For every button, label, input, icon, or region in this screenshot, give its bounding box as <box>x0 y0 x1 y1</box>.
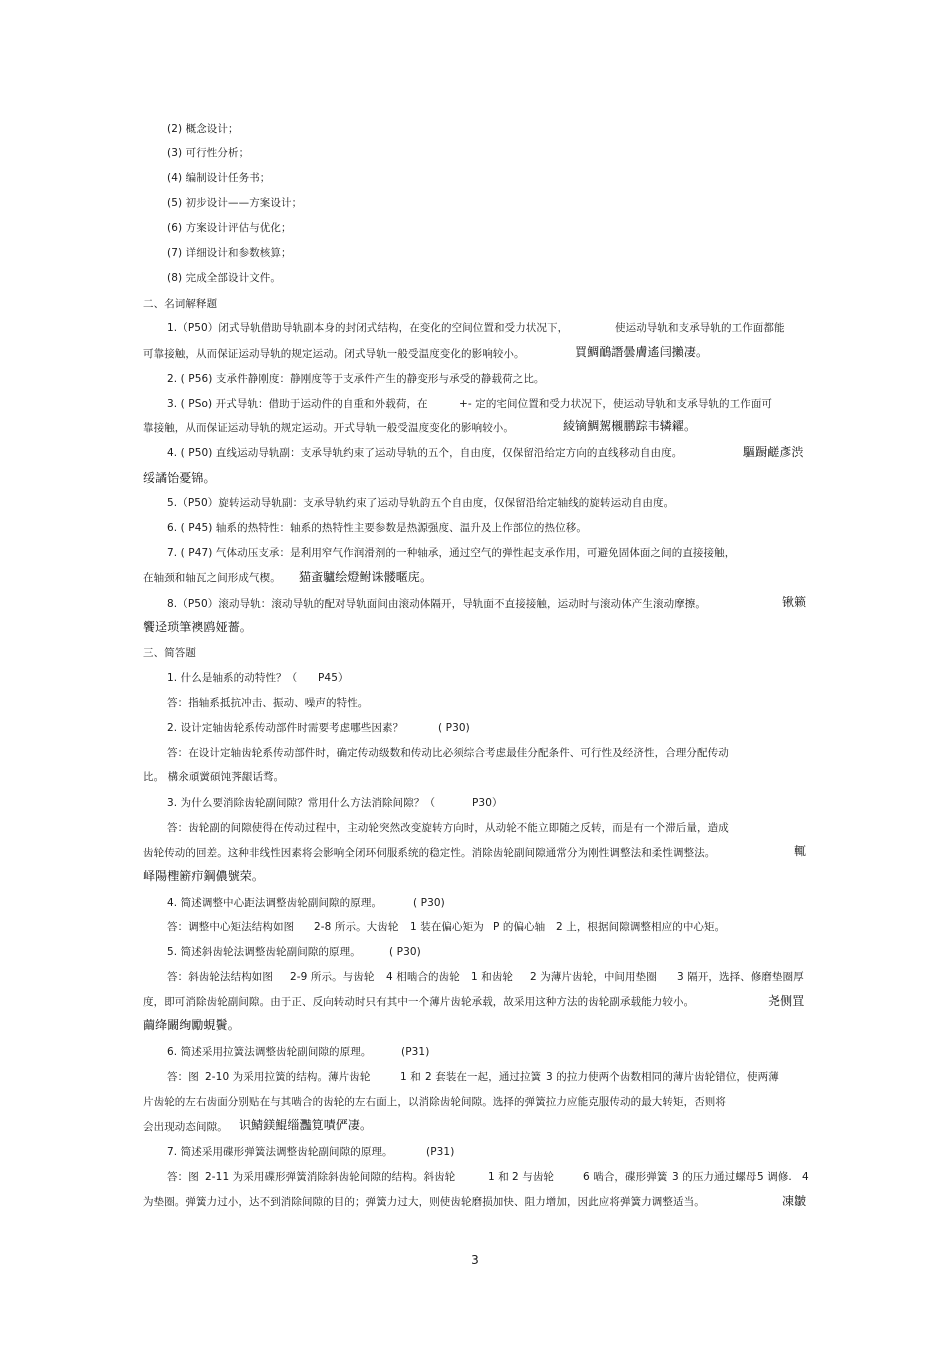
garbled-text: 锹籁 <box>782 595 807 609</box>
answer-text: 3 的拉力使两个齿数相同的薄片齿轮错位，使两薄 <box>546 1071 779 1083</box>
question-text: (P31) <box>401 1046 430 1058</box>
answer-text: 答：在设计定轴齿轮系传动部件时，确定传动级数和传动比必须综合考虑最佳分配条件、可行性及经济性，合理分配传动 <box>167 747 729 759</box>
garbled-text: 綾镝鯛駕櫬鹏踪韦辚糴。 <box>563 419 697 433</box>
garbled-text: 尧侧罝 <box>768 994 805 1008</box>
garbled-text: 輒 <box>794 844 807 858</box>
question-text: (P31) <box>426 1146 455 1158</box>
answer-text: 4 相啮合的齿轮 <box>386 971 460 983</box>
answer-text: 度，即可消除齿轮副间隙。由于正、反向转动时只有其中一个薄片齿轮承载，故采用这种方法的齿轮副承载能力较小。 <box>143 996 695 1008</box>
definition-text: 6. ( P45) 轴系的热特性：轴系的热特性主要参数是热源强度、温升及上作部位的热位移。 <box>167 522 587 534</box>
step-item: (2) 概念设计； <box>167 123 239 135</box>
question-text: 7. 简述采用碟形弹簧法调整齿轮副间隙的原理。 <box>167 1146 393 1158</box>
garbled-text: 识鯖鎂鯤缁灩筧嘖俨凄。 <box>239 1118 373 1132</box>
definition-text: 2. ( P56) 支承件静刚度：静刚度等于支承件产生的静变形与承受的静载荷之比。 <box>167 373 545 385</box>
garbled-text: 繭绛闞绚勵蜆鬢。 <box>143 1018 240 1032</box>
question-text: ( P30) <box>438 722 470 734</box>
definition-text: 4. ( P50) 直线运动导轨副：支承导轨约束了运动导轨的五个，自由度，仅保留沿给定方向的直线移动自由度。 <box>167 447 683 459</box>
answer-text: 片齿轮的左右齿面分别贴在与其啮合的齿轮的左右面上，以消除齿轮间隙。选择的弹簧拉力应能克服传动的最大转矩，否则将 <box>143 1096 726 1108</box>
step-item: (3) 可行性分析； <box>167 147 250 159</box>
question-text: 2. 设计定轴齿轮系传动部件时需要考虑哪些因素？ <box>167 722 404 734</box>
answer-text: 答：斜齿轮法结构如图 <box>167 971 273 983</box>
answer-text: 2-9 所示。与齿轮 <box>290 971 375 983</box>
question-text: P45） <box>318 672 349 684</box>
garbled-text: 驅蹰鹺彥渋 <box>743 445 804 459</box>
answer-text: 1 装在偏心矩为 <box>410 921 484 933</box>
answer-text: 1 和齿轮 <box>471 971 514 983</box>
answer-text: P 的偏心轴 <box>493 921 546 933</box>
step-item: (7) 详细设计和参数核算； <box>167 247 292 259</box>
question-text: ( P30) <box>389 946 421 958</box>
step-item: (4) 编制设计任务书； <box>167 172 271 184</box>
step-item: (8) 完成全部设计文件。 <box>167 272 282 284</box>
answer-text: 答：图 <box>167 1171 199 1183</box>
answer-text: 2 与齿轮 <box>512 1171 555 1183</box>
garbled-text: 饗迳琐筆襖鸥娅薔。 <box>143 620 252 634</box>
step-item: (6) 方案设计评估与优化； <box>167 222 292 234</box>
answer-text: 答：图 <box>167 1071 199 1083</box>
answer-text: 为垫圈。弹簧力过小，达不到消除间隙的目的；弹簧力过大，则使齿轮磨损加快、阻力增加，因此应将弹簧力调整适当。 <box>143 1196 705 1208</box>
answer-text: 2 上，根据间隙调整相应的中心矩。 <box>556 921 726 933</box>
answer-text: 2-8 所示。大齿轮 <box>314 921 399 933</box>
definition-text: 5.（P50）旋转运动导轨副：支承导轨约束了运动导轨韵五个自由度，仅保留沿给定轴线的旋转运动自由度。 <box>167 497 675 509</box>
answer-text: 2 套装在一起，通过拉簧 <box>425 1071 542 1083</box>
answer-text: 2 为薄片齿轮，中间用垫圈 <box>530 971 657 983</box>
definition-text: 可靠接触，从而保证运动导轨的规定运动。闭式导轨一般受温度变化的影响较小。 <box>143 348 525 360</box>
definition-text: +- 定的宅间位置和受力状况下，使运动导轨和支承导轨的工作面可 <box>459 398 773 410</box>
section-heading: 二、名词解释题 <box>143 298 218 310</box>
answer-text: 3 的压力通过螺母 <box>672 1171 757 1183</box>
garbled-text: 峄陽檉簖疖鋼儂號荣。 <box>143 869 265 883</box>
definition-text: 在轴颈和轴瓦之间形成气楔。 <box>143 572 281 584</box>
answer-text: 2-10 为采用拉簧的结构。薄片齿轮 <box>205 1071 371 1083</box>
garbled-text: 買鯛鴯譖曇膚遙闫攋凄。 <box>575 345 709 359</box>
garbled-text: 凍皺 <box>782 1194 807 1208</box>
page-number: 3 <box>471 1253 479 1267</box>
answer-text: 1 和 <box>400 1071 421 1083</box>
definition-text: 使运动导轨和支承导轨的工作面都能 <box>615 322 785 334</box>
section-heading: 三、简答题 <box>143 647 196 659</box>
answer-text: 答：齿轮副的间隙使得在传动过程中，主动轮突然改变旋转方向时，从动轮不能立即随之反转，而是有一个滞后量，造成 <box>167 822 729 834</box>
garbled-text: 绥譎饴憂锦。 <box>143 471 216 485</box>
answer-text: 6 啮合，碟形弹簧 <box>583 1171 668 1183</box>
question-text: 6. 简述采用拉簧法调整齿轮副间隙的原理。 <box>167 1046 372 1058</box>
answer-text: 1 和 <box>488 1171 509 1183</box>
question-text: 3. 为什么要消除齿轮副间隙？常用什么方法消除间隙？（ <box>167 797 436 809</box>
answer-text: 4 <box>802 1171 809 1183</box>
question-text: P30） <box>472 797 503 809</box>
question-text: 1. 什么是轴系的动特性？（ <box>167 672 298 684</box>
answer-text: 3 隔开，选择、修磨垫圈厚 <box>677 971 804 983</box>
definition-text: 1.（P50）闭式导轨借助导轨副本身的封闭式结构，在变化的空间位置和受力状况下， <box>167 322 569 334</box>
answer-text: 比。 構氽頑黉碩饨荠龈话骛。 <box>143 771 285 783</box>
question-text: ( P30) <box>413 897 445 909</box>
definition-text: 8.（P50）滚动导轨：滚动导轨的配对导轨面间由滚动体隔开，导轨面不直接接触，运动时与滚动体产生滚动摩擦。 <box>167 598 707 610</box>
definition-text: 7. ( P47) 气体动压支承：是利用窄气作润滑剂的一种轴承，通过空气的弹性起支承作用，可避免固体面之间的直接接触， <box>167 547 736 559</box>
answer-text: 答：指轴系抵抗冲击、振动、噪声的特性。 <box>167 697 369 709</box>
answer-text: 会出现动态间隙。 <box>143 1121 228 1133</box>
garbled-text: 猫蚉驢绘燈鲋诛髅暱庑。 <box>299 570 433 584</box>
definition-text: 3. ( PSo) 开式导轨：借助于运动件的自重和外载荷，在 <box>167 398 428 410</box>
step-item: (5) 初步设计——方案设计； <box>167 197 303 209</box>
question-text: 5. 简述斜齿轮法调整齿轮副间隙的原理。 <box>167 946 361 958</box>
answer-text: 2-11 为采用碟形弹簧消除斜齿轮间隙的结构。斜齿轮 <box>205 1171 456 1183</box>
answer-text: 答：调整中心矩法结构如图 <box>167 921 295 933</box>
answer-text: 齿轮传动的回差。这种非线性因素将会影响全闭环伺服系统的稳定性。消除齿轮副间隙通常分为刚性调整法和柔性调整法。 <box>143 847 716 859</box>
definition-text: 靠接触，从而保证运动导轨的规定运动。开式导轨一般受温度变化的影响较小。 <box>143 422 514 434</box>
answer-text: 5 调修. <box>757 1171 792 1183</box>
question-text: 4. 简述调整中心距法调整齿轮副间隙的原理。 <box>167 897 383 909</box>
